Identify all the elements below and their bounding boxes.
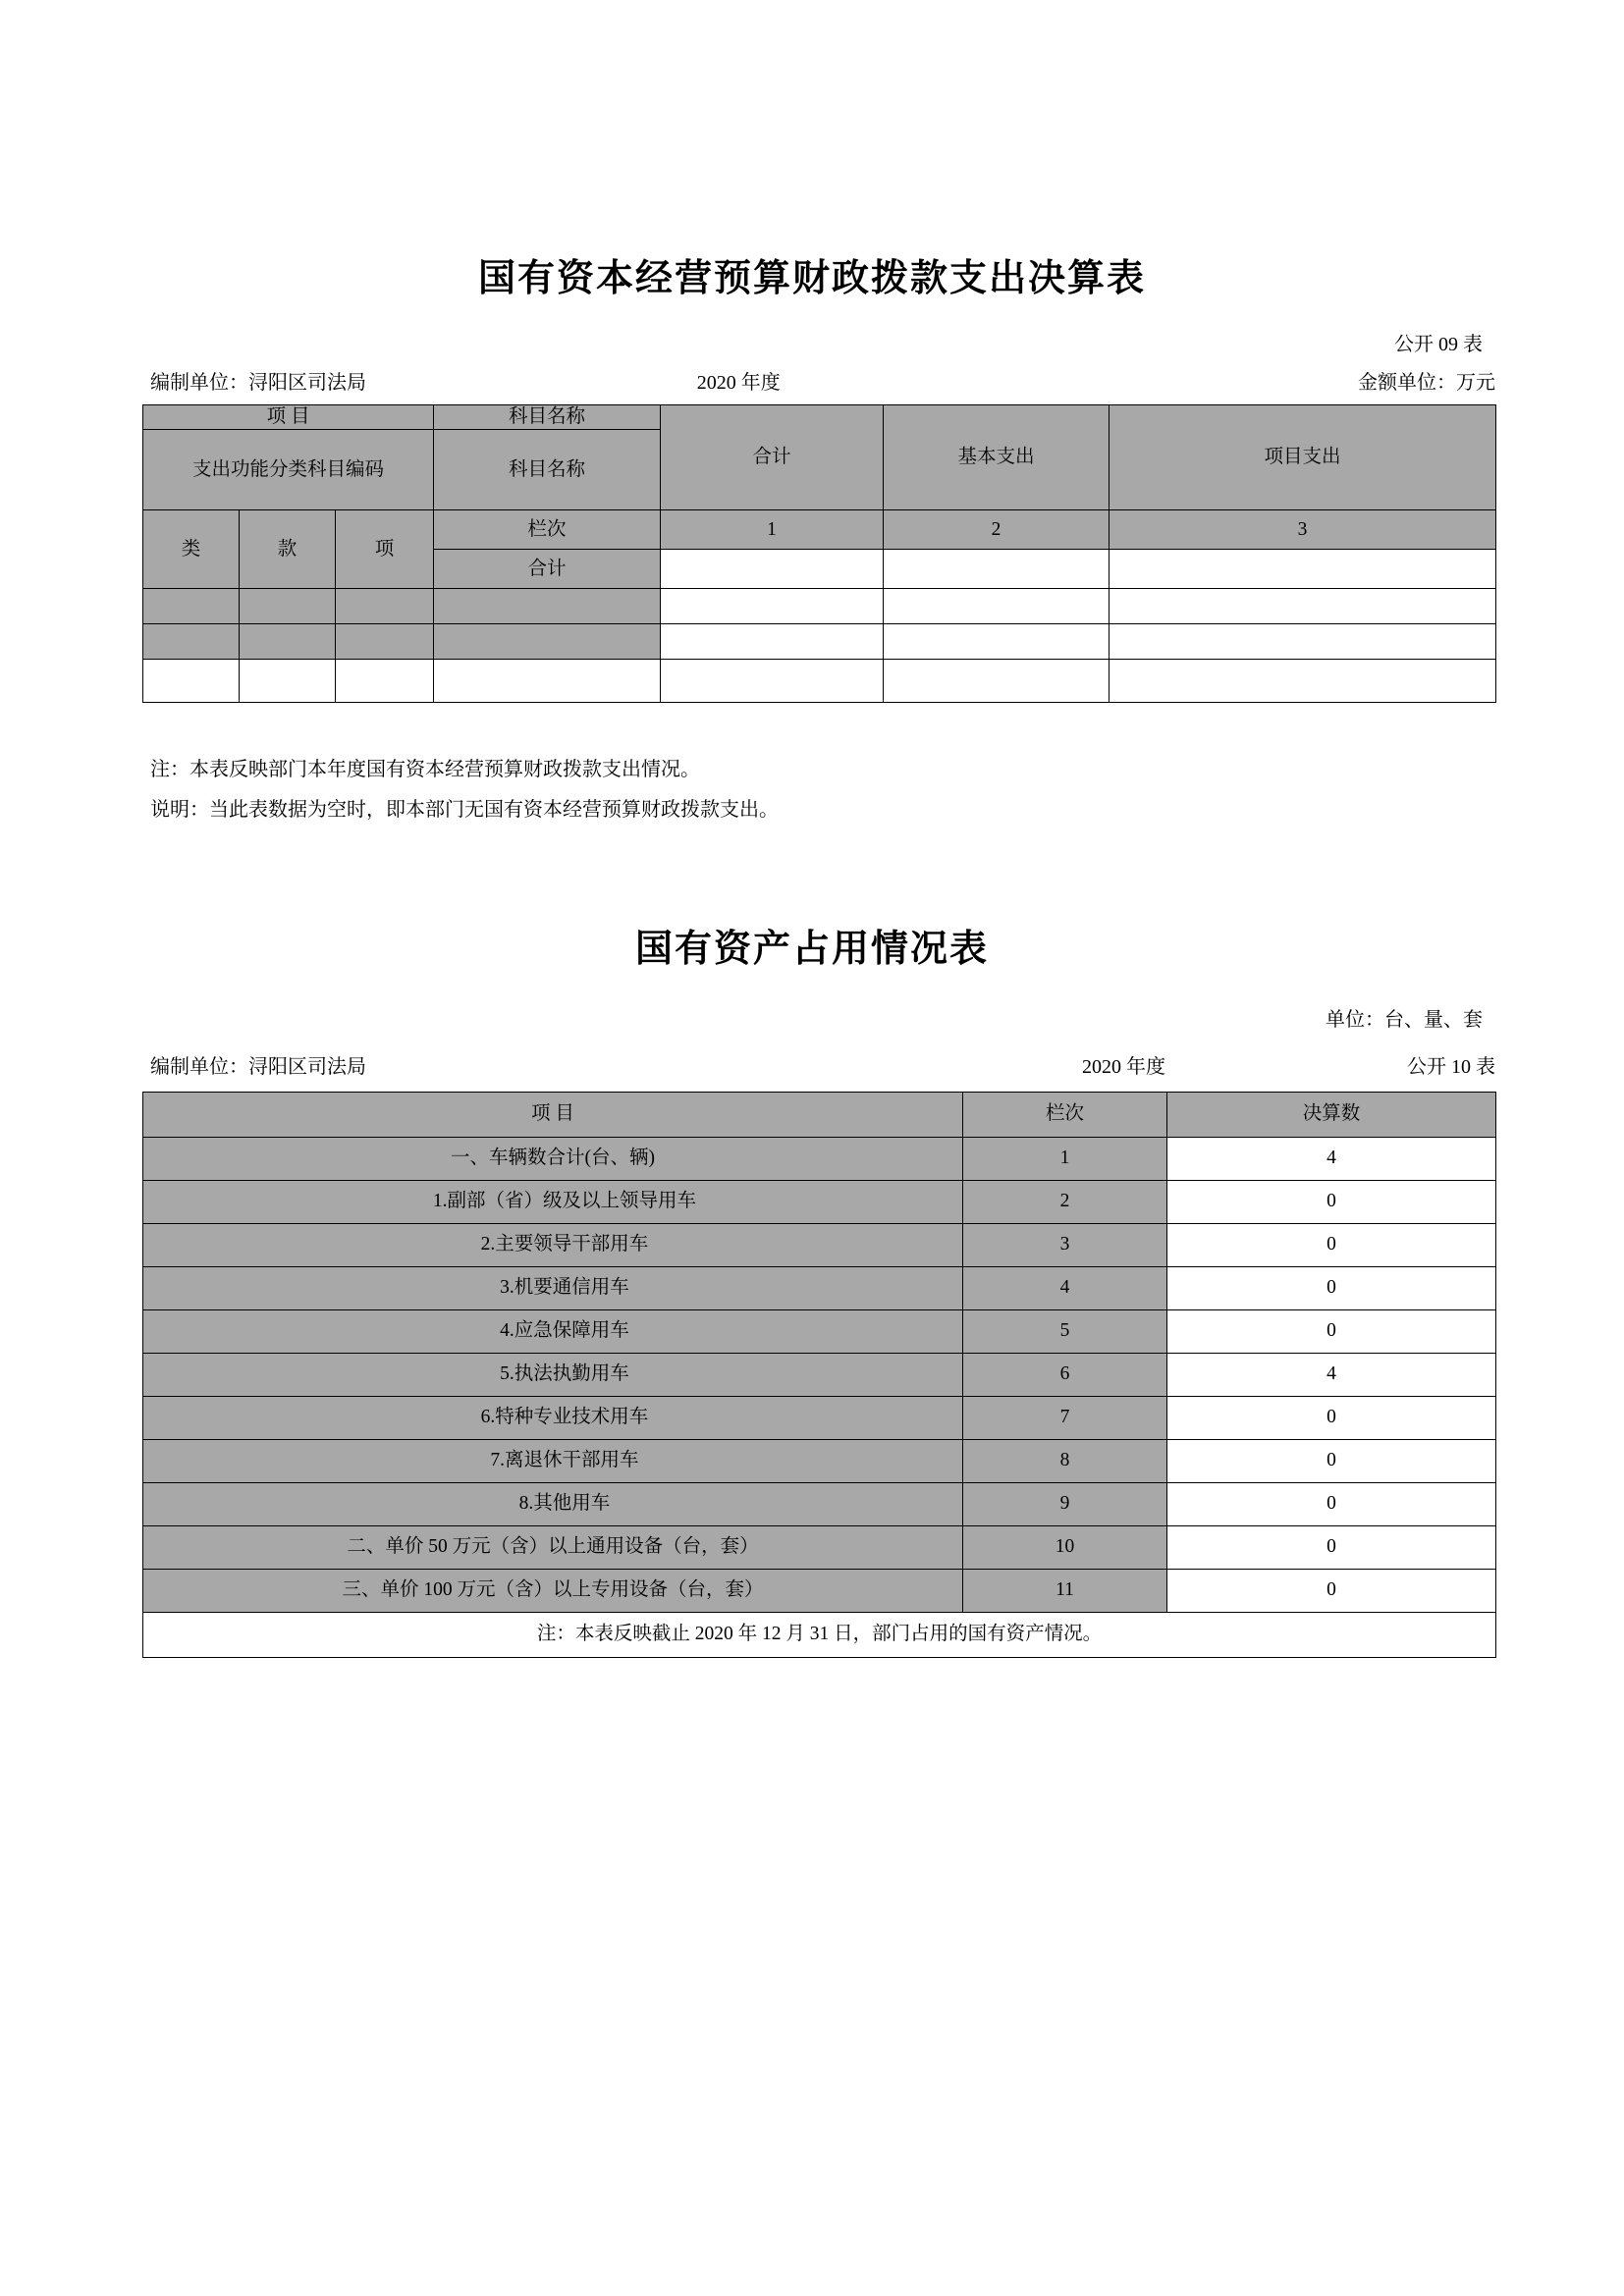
td-final-amount[interactable]: 0 [1167, 1397, 1496, 1440]
table-row [143, 1570, 1496, 1613]
table-row [143, 1354, 1496, 1397]
th-project-expense: 项目支出 [1110, 405, 1496, 510]
th-col-2: 2 [884, 510, 1110, 550]
td-kuan[interactable] [240, 589, 336, 624]
th-expense-code: 支出功能分类科目编码 [143, 430, 434, 510]
td-item: 6.特种专业技术用车 [143, 1397, 963, 1440]
section2-title: 国有资产占用情况表 [634, 929, 989, 970]
td-item: 一、车辆数合计(台、辆) [143, 1138, 963, 1181]
section2-unit-note: 单位：台、量、套 [1326, 1009, 1483, 1031]
td-final-amount[interactable]: 0 [1167, 1310, 1496, 1354]
table-row [143, 1267, 1496, 1310]
td-name[interactable] [434, 589, 661, 624]
td-total[interactable] [661, 589, 884, 624]
section1-sheet-number: 公开 09 表 [1394, 334, 1483, 355]
th-column-no: 栏次 [434, 510, 661, 550]
section1-year: 2020 年度 [696, 372, 781, 394]
td-final-amount[interactable]: 0 [1167, 1267, 1496, 1310]
td-project[interactable] [1110, 660, 1496, 703]
td-final-amount[interactable]: 0 [1167, 1440, 1496, 1483]
state-capital-expenditure-table-wrapper [142, 404, 1496, 703]
table-row [143, 1440, 1496, 1483]
td-name[interactable] [434, 624, 661, 660]
td-final-amount[interactable]: 4 [1167, 1354, 1496, 1397]
section1-meta-row [142, 371, 1495, 395]
state-assets-occupancy-table [142, 1092, 1496, 1658]
th-column-no: 栏次 [963, 1093, 1167, 1138]
section2-compiling-unit: 编制单位：浔阳区司法局 [150, 1056, 366, 1078]
td-total-label: 合计 [434, 550, 661, 589]
section2-note: 注：本表反映截止 2020 年 12 月 31 日，部门占用的国有资产情况。 [143, 1613, 1496, 1658]
td-total[interactable] [661, 624, 884, 660]
td-final-amount[interactable]: 0 [1167, 1526, 1496, 1570]
table2-header-row [143, 1093, 1496, 1138]
td-item: 5.执法执勤用车 [143, 1354, 963, 1397]
td-column-no: 9 [963, 1483, 1167, 1526]
th-total: 合计 [661, 405, 884, 510]
td-basic[interactable] [884, 624, 1110, 660]
td-project[interactable] [1110, 589, 1496, 624]
th-item: 项 目 [143, 1093, 963, 1138]
td-kuan[interactable] [240, 660, 336, 703]
td-xiang[interactable] [336, 660, 434, 703]
td-final-amount[interactable]: 0 [1167, 1570, 1496, 1613]
table1-data-row [143, 589, 1496, 624]
td-total-basic[interactable] [884, 550, 1110, 589]
td-item: 4.应急保障用车 [143, 1310, 963, 1354]
section1-notes [142, 758, 1495, 823]
td-total-project[interactable] [1110, 550, 1496, 589]
th-lei: 类 [143, 510, 240, 589]
state-capital-expenditure-table [142, 404, 1496, 703]
td-xiang[interactable] [336, 589, 434, 624]
section1-title: 国有资本经营预算财政拨款支出决算表 [477, 258, 1146, 299]
table-row [143, 1310, 1496, 1354]
table1-empty-row [143, 660, 1496, 703]
td-column-no: 3 [963, 1224, 1167, 1267]
td-project[interactable] [1110, 624, 1496, 660]
section2-meta-row [142, 1055, 1495, 1079]
table-row [143, 1483, 1496, 1526]
table1-data-row [143, 624, 1496, 660]
td-final-amount[interactable]: 4 [1167, 1138, 1496, 1181]
section1-compiling-unit: 编制单位：浔阳区司法局 [150, 372, 366, 394]
th-kuan: 款 [240, 510, 336, 589]
th-subject-name: 科目名称 [434, 405, 661, 430]
td-item: 1.副部（省）级及以上领导用车 [143, 1181, 963, 1224]
td-name[interactable] [434, 660, 661, 703]
td-column-no: 4 [963, 1267, 1167, 1310]
td-basic[interactable] [884, 589, 1110, 624]
table-row [143, 1526, 1496, 1570]
th-final-amount: 决算数 [1167, 1093, 1496, 1138]
td-lei[interactable] [143, 624, 240, 660]
table-row [143, 1224, 1496, 1267]
td-column-no: 1 [963, 1138, 1167, 1181]
td-final-amount[interactable]: 0 [1167, 1224, 1496, 1267]
td-final-amount[interactable]: 0 [1167, 1483, 1496, 1526]
td-item: 三、单价 100 万元（含）以上专用设备（台，套） [143, 1570, 963, 1613]
td-lei[interactable] [143, 660, 240, 703]
table-row [143, 1181, 1496, 1224]
td-column-no: 10 [963, 1526, 1167, 1570]
td-item: 7.离退休干部用车 [143, 1440, 963, 1483]
table-row [143, 1397, 1496, 1440]
td-column-no: 11 [963, 1570, 1167, 1613]
th-subject-name-2: 科目名称 [434, 430, 661, 510]
section2-year: 2020 年度 [1081, 1056, 1165, 1078]
th-col-3: 3 [1110, 510, 1496, 550]
section2-sheet-number: 公开 10 表 [1406, 1056, 1495, 1078]
td-column-no: 2 [963, 1181, 1167, 1224]
table-row [143, 1138, 1496, 1181]
td-item: 8.其他用车 [143, 1483, 963, 1526]
section1-note-2: 说明：当此表数据为空时，即本部门无国有资本经营预算财政拨款支出。 [150, 799, 779, 821]
th-xiang: 项 [336, 510, 434, 589]
th-basic-expense: 基本支出 [884, 405, 1110, 510]
td-item: 3.机要通信用车 [143, 1267, 963, 1310]
th-item-group: 项 目 [143, 405, 434, 430]
td-final-amount[interactable]: 0 [1167, 1181, 1496, 1224]
td-lei[interactable] [143, 589, 240, 624]
section1-amount-unit: 金额单位：万元 [1358, 372, 1495, 394]
table1-header-row-3 [143, 510, 1496, 550]
td-item: 二、单价 50 万元（含）以上通用设备（台，套） [143, 1526, 963, 1570]
th-col-1: 1 [661, 510, 884, 550]
td-basic[interactable] [884, 660, 1110, 703]
state-assets-occupancy-table-wrapper [142, 1092, 1496, 1658]
td-total-total[interactable] [661, 550, 884, 589]
td-column-no: 7 [963, 1397, 1167, 1440]
td-kuan[interactable] [240, 624, 336, 660]
td-column-no: 6 [963, 1354, 1167, 1397]
table1-header-row-1 [143, 405, 1496, 430]
td-column-no: 8 [963, 1440, 1167, 1483]
td-total[interactable] [661, 660, 884, 703]
td-column-no: 5 [963, 1310, 1167, 1354]
td-item: 2.主要领导干部用车 [143, 1224, 963, 1267]
table2-note-row [143, 1613, 1496, 1658]
td-xiang[interactable] [336, 624, 434, 660]
section1-note-1: 注：本表反映部门本年度国有资本经营预算财政拨款支出情况。 [150, 759, 700, 780]
